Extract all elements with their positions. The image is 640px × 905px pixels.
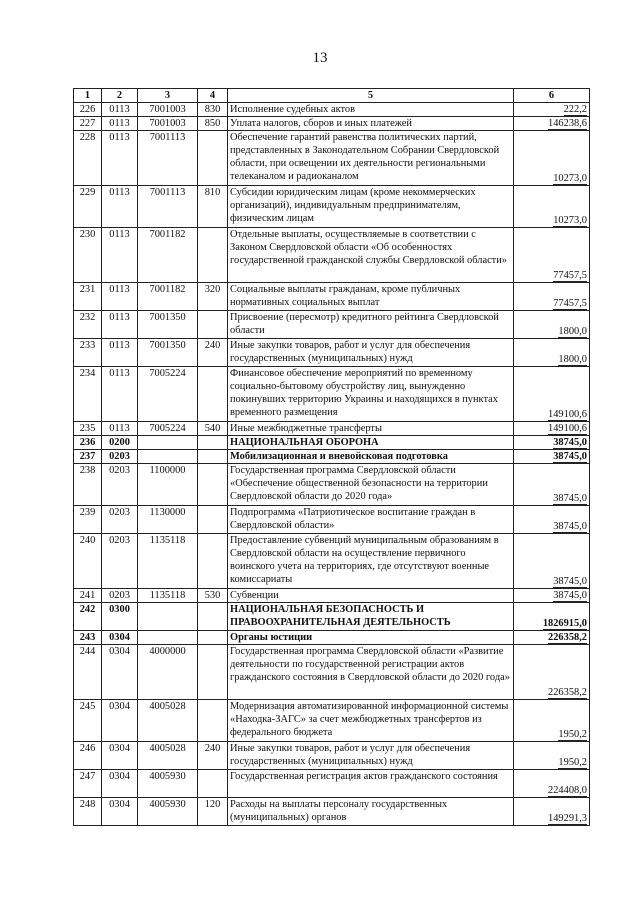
amount-cell: [514, 506, 590, 534]
section-code-cell: 0304: [102, 770, 138, 798]
amount-cell: [514, 700, 590, 742]
section-code-cell: 0113: [102, 283, 138, 311]
amount-value: 224408,0: [548, 785, 587, 796]
target-code-cell: 4005930: [138, 798, 198, 826]
row-number-cell: 241: [74, 589, 102, 603]
description-cell: Подпрограмма «Патриотическое воспитание граждан в Свердловской области»: [228, 506, 514, 534]
amount-value: 10273,0: [553, 215, 587, 226]
amount-value: 38745,0: [553, 437, 587, 448]
expense-type-cell: [198, 770, 228, 798]
row-number-cell: 240: [74, 534, 102, 589]
amount-value: 38745,0: [553, 493, 587, 504]
table-row: [74, 464, 590, 506]
expense-type-cell: [198, 228, 228, 283]
amount-value: 149100,6: [548, 423, 587, 434]
target-code-cell: 7001350: [138, 339, 198, 367]
table-row: [74, 798, 590, 826]
amount-value: 1950,2: [558, 729, 587, 740]
target-code-cell: 4005930: [138, 770, 198, 798]
section-code-cell: 0113: [102, 117, 138, 131]
table-row: [74, 645, 590, 700]
amount-value: 1800,0: [558, 326, 587, 337]
target-code-cell: 7001182: [138, 283, 198, 311]
target-code-cell: 4000000: [138, 645, 198, 700]
description-cell: Государственная программа Свердловской области «Обеспечение общественной безопасности на территории Свердловской области до 2020 года»: [228, 464, 514, 506]
target-code-cell: 4005028: [138, 700, 198, 742]
amount-value: 149291,3: [548, 813, 587, 824]
table-row: [74, 117, 590, 131]
description-cell: Обеспечение гарантий равенства политических партий, представленных в Законодательном Собрании Свердловской области, при освещении их деятельности региональными телеканалом и радиоканалом: [228, 131, 514, 186]
row-number-cell: 229: [74, 186, 102, 228]
expense-type-cell: 810: [198, 186, 228, 228]
expense-type-cell: 240: [198, 742, 228, 770]
target-code-cell: [138, 631, 198, 645]
amount-value: 77457,5: [553, 270, 587, 281]
table-row: [74, 339, 590, 367]
target-code-cell: 7001182: [138, 228, 198, 283]
description-cell: Государственная регистрация актов гражданского состояния: [228, 770, 514, 798]
expense-type-cell: 530: [198, 589, 228, 603]
table-row: [74, 700, 590, 742]
amount-value: 38745,0: [553, 576, 587, 587]
col-header-3: 3: [138, 89, 198, 103]
row-number-cell: 234: [74, 367, 102, 422]
expense-type-cell: 320: [198, 283, 228, 311]
amount-cell: [514, 131, 590, 186]
amount-cell: [514, 117, 590, 131]
row-number-cell: 232: [74, 311, 102, 339]
target-code-cell: [138, 603, 198, 631]
section-code-cell: 0304: [102, 645, 138, 700]
description-cell: Органы юстиции: [228, 631, 514, 645]
col-header-2: 2: [102, 89, 138, 103]
description-cell: Иные закупки товаров, работ и услуг для обеспечения государственных (муниципальных) нужд: [228, 339, 514, 367]
section-code-cell: 0200: [102, 436, 138, 450]
amount-value: 38745,0: [553, 521, 587, 532]
table-row: [74, 603, 590, 631]
amount-cell: [514, 631, 590, 645]
target-code-cell: 1135118: [138, 589, 198, 603]
table-body: [74, 103, 590, 826]
amount-value: 38745,0: [553, 451, 587, 462]
table-row: [74, 311, 590, 339]
section-code-cell: 0304: [102, 742, 138, 770]
expense-type-cell: 850: [198, 117, 228, 131]
section-code-cell: 0113: [102, 131, 138, 186]
description-cell: Мобилизационная и вневойсковая подготовка: [228, 450, 514, 464]
amount-value: 149100,6: [548, 409, 587, 420]
row-number-cell: 226: [74, 103, 102, 117]
row-number-cell: 247: [74, 770, 102, 798]
page-number: 13: [312, 50, 328, 66]
amount-value: 226358,2: [548, 632, 587, 643]
section-code-cell: 0203: [102, 506, 138, 534]
expense-type-cell: [198, 506, 228, 534]
target-code-cell: 7005224: [138, 367, 198, 422]
amount-cell: [514, 534, 590, 589]
target-code-cell: [138, 436, 198, 450]
row-number-cell: 238: [74, 464, 102, 506]
target-code-cell: 7005224: [138, 422, 198, 436]
expense-type-cell: [198, 311, 228, 339]
row-number-cell: 235: [74, 422, 102, 436]
section-code-cell: 0113: [102, 367, 138, 422]
row-number-cell: 228: [74, 131, 102, 186]
row-number-cell: 246: [74, 742, 102, 770]
table-row: [74, 283, 590, 311]
table-row: [74, 186, 590, 228]
description-cell: Иные межбюджетные трансферты: [228, 422, 514, 436]
expense-type-cell: [198, 464, 228, 506]
target-code-cell: 7001350: [138, 311, 198, 339]
section-code-cell: 0113: [102, 103, 138, 117]
amount-value: 226358,2: [548, 687, 587, 698]
row-number-cell: 242: [74, 603, 102, 631]
table-row: [74, 450, 590, 464]
expense-type-cell: [198, 534, 228, 589]
amount-cell: [514, 798, 590, 826]
amount-cell: [514, 422, 590, 436]
description-cell: Государственная программа Свердловской области «Развитие деятельности по государственной регистрации актов гражданского состояния в Свердловской области до 2020 года»: [228, 645, 514, 700]
amount-value: 1826915,0: [542, 618, 587, 629]
amount-cell: [514, 311, 590, 339]
section-code-cell: 0113: [102, 339, 138, 367]
section-code-cell: 0203: [102, 450, 138, 464]
table-row: [74, 422, 590, 436]
amount-value: 146238,6: [548, 118, 587, 129]
table-row: [74, 131, 590, 186]
amount-value: 1800,0: [558, 354, 587, 365]
col-header-4: 4: [198, 89, 228, 103]
description-cell: Субвенции: [228, 589, 514, 603]
table-row: [74, 631, 590, 645]
section-code-cell: 0113: [102, 186, 138, 228]
amount-cell: [514, 186, 590, 228]
table-row: [74, 770, 590, 798]
budget-table: [73, 88, 590, 826]
amount-cell: [514, 436, 590, 450]
amount-cell: [514, 464, 590, 506]
expense-type-cell: [198, 131, 228, 186]
amount-value: 10273,0: [553, 173, 587, 184]
expense-type-cell: [198, 367, 228, 422]
section-code-cell: 0113: [102, 422, 138, 436]
section-code-cell: 0300: [102, 603, 138, 631]
amount-cell: [514, 589, 590, 603]
description-cell: Присвоение (пересмотр) кредитного рейтинга Свердловской области: [228, 311, 514, 339]
amount-cell: [514, 228, 590, 283]
target-code-cell: 7001003: [138, 117, 198, 131]
target-code-cell: 1100000: [138, 464, 198, 506]
amount-cell: [514, 770, 590, 798]
description-cell: Уплата налогов, сборов и иных платежей: [228, 117, 514, 131]
row-number-cell: 230: [74, 228, 102, 283]
section-code-cell: 0203: [102, 589, 138, 603]
expense-type-cell: [198, 603, 228, 631]
table-row: [74, 534, 590, 589]
amount-cell: [514, 645, 590, 700]
table-row: [74, 436, 590, 450]
target-code-cell: 4005028: [138, 742, 198, 770]
amount-value: 222,2: [563, 104, 587, 115]
amount-value: 1950,2: [558, 757, 587, 768]
expense-type-cell: [198, 700, 228, 742]
description-cell: Расходы на выплаты персоналу государственных (муниципальных) органов: [228, 798, 514, 826]
col-header-6: 6: [514, 89, 590, 103]
expense-type-cell: [198, 450, 228, 464]
row-number-cell: 239: [74, 506, 102, 534]
description-cell: Предоставление субвенций муниципальным образованиям в Свердловской области на осуществление первичного воинского учета на территориях, где отсутствуют военные комиссариаты: [228, 534, 514, 589]
amount-cell: [514, 283, 590, 311]
table-row: [74, 742, 590, 770]
description-cell: Субсидии юридическим лицам (кроме некоммерческих организаций), индивидуальным предпринимателям, физическим лицам: [228, 186, 514, 228]
target-code-cell: [138, 450, 198, 464]
row-number-cell: 243: [74, 631, 102, 645]
description-cell: НАЦИОНАЛЬНАЯ ОБОРОНА: [228, 436, 514, 450]
section-code-cell: 0304: [102, 631, 138, 645]
description-cell: Исполнение судебных актов: [228, 103, 514, 117]
amount-cell: [514, 367, 590, 422]
target-code-cell: 7001003: [138, 103, 198, 117]
target-code-cell: 7001113: [138, 186, 198, 228]
expense-type-cell: 240: [198, 339, 228, 367]
description-cell: Финансовое обеспечение мероприятий по временному социально-бытовому обустройству лиц, вынужденно покинувших территорию Украины и находящихся в пунктах временного размещения: [228, 367, 514, 422]
table-row: [74, 589, 590, 603]
description-cell: НАЦИОНАЛЬНАЯ БЕЗОПАСНОСТЬ И ПРАВООХРАНИТЕЛЬНАЯ ДЕЯТЕЛЬНОСТЬ: [228, 603, 514, 631]
table-row: [74, 228, 590, 283]
section-code-cell: 0304: [102, 700, 138, 742]
row-number-cell: 245: [74, 700, 102, 742]
target-code-cell: 1130000: [138, 506, 198, 534]
table-row: [74, 506, 590, 534]
amount-value: 38745,0: [553, 590, 587, 601]
section-code-cell: 0113: [102, 228, 138, 283]
amount-cell: [514, 103, 590, 117]
target-code-cell: 7001113: [138, 131, 198, 186]
amount-value: 77457,5: [553, 298, 587, 309]
expense-type-cell: 540: [198, 422, 228, 436]
description-cell: Модернизация автоматизированной информационной системы «Находка-ЗАГС» за счет межбюджетных трансфертов из федерального бюджета: [228, 700, 514, 742]
section-code-cell: 0113: [102, 311, 138, 339]
row-number-cell: 236: [74, 436, 102, 450]
section-code-cell: 0203: [102, 534, 138, 589]
expense-type-cell: 830: [198, 103, 228, 117]
amount-cell: [514, 339, 590, 367]
table-header-row: [74, 89, 590, 103]
amount-cell: [514, 450, 590, 464]
amount-cell: [514, 603, 590, 631]
section-code-cell: 0304: [102, 798, 138, 826]
expense-type-cell: [198, 645, 228, 700]
table-row: [74, 103, 590, 117]
description-cell: Иные закупки товаров, работ и услуг для обеспечения государственных (муниципальных) нужд: [228, 742, 514, 770]
row-number-cell: 237: [74, 450, 102, 464]
section-code-cell: 0203: [102, 464, 138, 506]
col-header-1: 1: [74, 89, 102, 103]
description-cell: Социальные выплаты гражданам, кроме публичных нормативных социальных выплат: [228, 283, 514, 311]
expense-type-cell: [198, 631, 228, 645]
description-cell: Отдельные выплаты, осуществляемые в соответствии с Законом Свердловской области «Об особенностях государственной гражданской службы Свердловской области»: [228, 228, 514, 283]
col-header-5: 5: [228, 89, 514, 103]
amount-cell: [514, 742, 590, 770]
row-number-cell: 233: [74, 339, 102, 367]
row-number-cell: 227: [74, 117, 102, 131]
expense-type-cell: [198, 436, 228, 450]
row-number-cell: 248: [74, 798, 102, 826]
row-number-cell: 244: [74, 645, 102, 700]
table-row: [74, 367, 590, 422]
target-code-cell: 1135118: [138, 534, 198, 589]
expense-type-cell: 120: [198, 798, 228, 826]
row-number-cell: 231: [74, 283, 102, 311]
